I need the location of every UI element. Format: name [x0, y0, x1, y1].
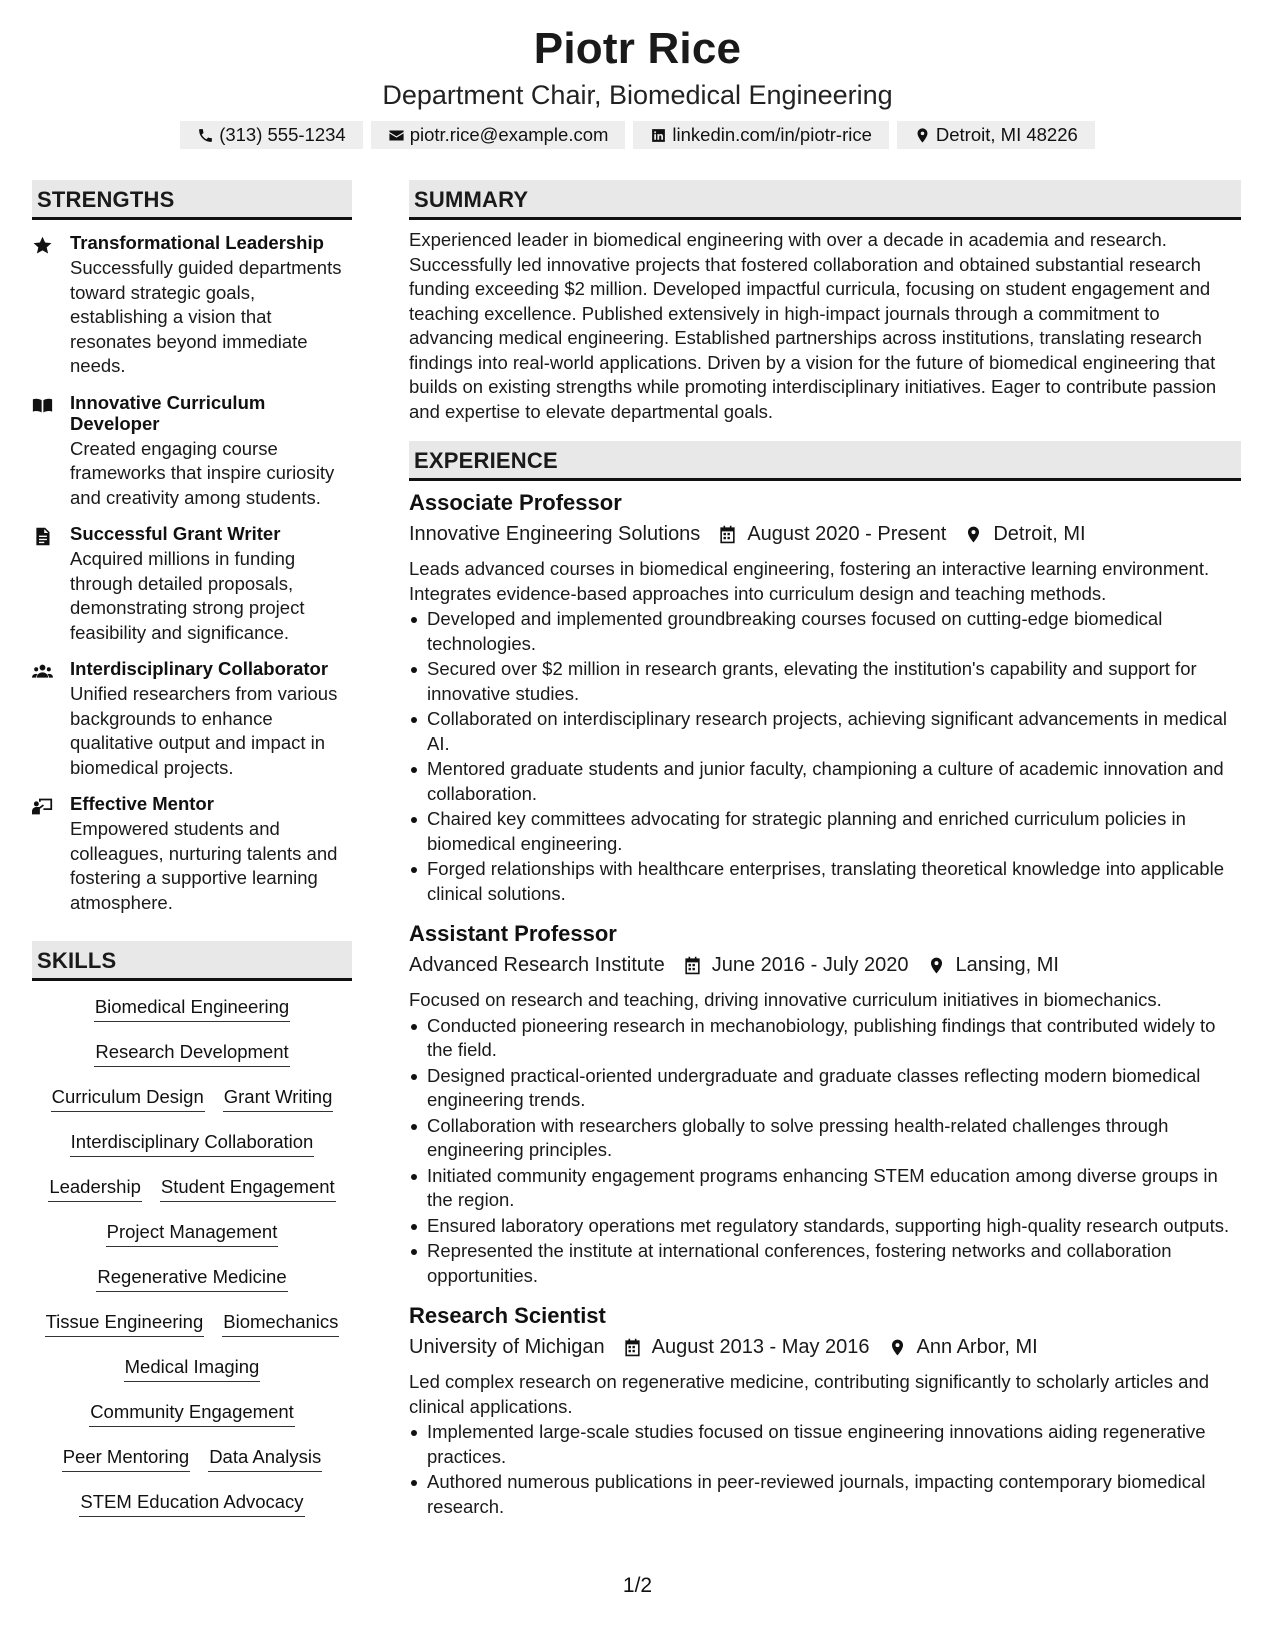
- job-location: Lansing, MI: [955, 954, 1059, 976]
- contact-bar: [0, 121, 1275, 149]
- experience-heading: EXPERIENCE: [409, 441, 1241, 481]
- bullet-item: Mentored graduate students and junior faculty, championing a culture of academic innovation and collaboration.: [409, 757, 1241, 806]
- skill-tag: Biomechanics: [222, 1310, 339, 1337]
- bullet-item: Collaborated on interdisciplinary research projects, achieving significant advancements in medical AI.: [409, 707, 1241, 756]
- contact-phone[interactable]: [180, 121, 363, 149]
- job-meta: [409, 951, 1241, 979]
- skill-tag: Peer Mentoring: [62, 1445, 190, 1472]
- contact-location-text: Detroit, MI 48226: [935, 124, 1078, 145]
- map-pin-icon: [964, 525, 993, 544]
- job-entry: [409, 1302, 1241, 1519]
- skill-row: [70, 1130, 315, 1175]
- contact-phone-text: (313) 555-1234: [219, 124, 346, 145]
- job-dates: August 2013 - May 2016: [651, 1336, 870, 1358]
- bullet-item: Developed and implemented groundbreaking courses focused on cutting-edge biomedical technologies.: [409, 607, 1241, 656]
- strength-title: Innovative Curriculum Developer: [70, 391, 266, 434]
- strength-title: Successful Grant Writer: [70, 523, 281, 544]
- bullet-item: Initiated community engagement programs enhancing STEM education among diverse groups in the region.: [409, 1164, 1241, 1213]
- skill-row: [51, 1085, 334, 1130]
- bullet-item: Forged relationships with healthcare enterprises, translating theoretical knowledge into applicable clinical solutions.: [409, 857, 1241, 906]
- summary-text: Experienced leader in biomedical engineering with over a decade in academia and research. Successfully led innovative projects that fostered collaboration and obtained substantial research funding exceeding $2 million. Developed impactful curricula, focusing on student engagement and teaching excellence. Published extensively in high-impact journals through a commitment to advancing medical engineering. Established partnerships across institutions, translating research findings into real-world applications. Driven by a vision for the future of biomedical engineering that builds on existing strengths while promoting interdisciplinary initiatives. Eager to contribute passion and expertise to elevate departmental goals.: [409, 229, 1217, 422]
- envelope-icon: [388, 127, 405, 144]
- skills-heading: SKILLS: [32, 941, 352, 981]
- strength-title: Transformational Leadership: [70, 232, 324, 253]
- skill-tag: Research Development: [94, 1040, 289, 1067]
- job-description: Focused on research and teaching, driving innovative curriculum initiatives in biomechanics.: [409, 989, 1162, 1010]
- skill-tag: Project Management: [106, 1220, 279, 1247]
- skill-row: [94, 995, 290, 1040]
- job-bullets: [409, 607, 1241, 906]
- linkedin-icon: [650, 127, 667, 144]
- strength-item: [32, 523, 352, 645]
- bullet-item: Chaired key committees advocating for strategic planning and enriched curriculum policies in biomedical engineering.: [409, 807, 1241, 856]
- job-entry: [409, 920, 1241, 1288]
- bullet-item: Implemented large-scale studies focused on tissue engineering innovations aiding regenerative practices.: [409, 1420, 1241, 1469]
- job-title: Associate Professor: [409, 490, 622, 515]
- job-dates: August 2020 - Present: [747, 523, 947, 545]
- job-description: Leads advanced courses in biomedical engineering, fostering an interactive learning environment. Integrates evidence-based approaches into curriculum design and teaching methods.: [409, 558, 1210, 604]
- skill-tag: Community Engagement: [89, 1400, 295, 1427]
- bullet-item: Collaboration with researchers globally to solve pressing health-related challenges through engineering principles.: [409, 1114, 1241, 1163]
- skill-row: [96, 1265, 287, 1310]
- job-entry: [409, 489, 1241, 906]
- skill-row: [124, 1355, 261, 1400]
- strength-description: Successfully guided departments toward strategic goals, establishing a vision that resonates beyond immediate needs.: [70, 257, 342, 376]
- skill-tag: Data Analysis: [208, 1445, 322, 1472]
- bullet-item: Designed practical-oriented undergraduate and graduate classes reflecting modern biomedical engineering trends.: [409, 1064, 1241, 1113]
- contact-linkedin[interactable]: [633, 121, 888, 149]
- contact-email-text: piotr.rice@example.com: [409, 124, 609, 145]
- left-column: [32, 180, 352, 1535]
- job-bullets: [409, 1014, 1241, 1289]
- skill-row: [62, 1445, 323, 1490]
- job-title: Research Scientist: [409, 1303, 606, 1328]
- map-pin-icon: [927, 956, 956, 975]
- bullet-item: Ensured laboratory operations met regulatory standards, supporting high-quality research outputs.: [409, 1214, 1241, 1239]
- job-meta: [409, 1333, 1241, 1361]
- strength-description: Created engaging course frameworks that inspire curiosity and creativity among students.: [70, 437, 335, 508]
- job-description: Led complex research on regenerative medicine, contributing significantly to scholarly articles and clinical applications.: [409, 1371, 1210, 1417]
- job-location: Detroit, MI: [993, 523, 1086, 545]
- job-bullets: [409, 1420, 1241, 1519]
- candidate-title: Department Chair, Biomedical Engineering: [382, 80, 893, 110]
- bullet-item: Secured over $2 million in research grants, elevating the institution's capability and support for innovative studies.: [409, 657, 1241, 706]
- skill-tag: Leadership: [48, 1175, 142, 1202]
- document-icon: [32, 523, 70, 645]
- resume-header: [0, 20, 1275, 149]
- strengths-heading: STRENGTHS: [32, 180, 352, 220]
- skill-row: [94, 1040, 289, 1085]
- skill-row: [79, 1490, 304, 1535]
- teacher-icon: [32, 793, 70, 915]
- strength-item: [32, 658, 352, 780]
- strength-title: Interdisciplinary Collaborator: [70, 658, 329, 679]
- skill-row: [106, 1220, 279, 1265]
- strength-item: [32, 232, 352, 379]
- job-title: Assistant Professor: [409, 921, 617, 946]
- contact-location: [897, 121, 1095, 149]
- phone-icon: [197, 127, 214, 144]
- bullet-item: Conducted pioneering research in mechanobiology, publishing findings that contributed widely to the field.: [409, 1014, 1241, 1063]
- skill-row: [48, 1175, 335, 1220]
- bullet-item: Authored numerous publications in peer-reviewed journals, impacting contemporary biomedical research.: [409, 1470, 1241, 1519]
- skill-tag: Student Engagement: [160, 1175, 336, 1202]
- map-pin-icon: [914, 127, 931, 144]
- job-location: Ann Arbor, MI: [916, 1336, 1038, 1358]
- bullet-item: Represented the institute at international conferences, fostering networks and collaboration opportunities.: [409, 1239, 1241, 1288]
- strengths-list: [32, 232, 352, 915]
- strength-description: Empowered students and colleagues, nurturing talents and fostering a supportive learning atmosphere.: [70, 818, 338, 913]
- strength-item: [32, 793, 352, 915]
- skill-tag: Biomedical Engineering: [94, 995, 290, 1022]
- map-pin-icon: [888, 1338, 917, 1357]
- job-company: Advanced Research Institute: [409, 954, 665, 976]
- calendar-icon: [623, 1338, 652, 1357]
- job-company: Innovative Engineering Solutions: [409, 523, 701, 545]
- skill-tag: Curriculum Design: [51, 1085, 205, 1112]
- page-number: 1/2: [622, 1574, 653, 1597]
- skill-tag: Grant Writing: [223, 1085, 334, 1112]
- strength-title: Effective Mentor: [70, 793, 214, 814]
- skill-tag: Interdisciplinary Collaboration: [70, 1130, 315, 1157]
- skill-row: [45, 1310, 340, 1355]
- skill-tag: Regenerative Medicine: [96, 1265, 287, 1292]
- users-icon: [32, 658, 70, 780]
- job-meta: [409, 520, 1241, 548]
- candidate-name: Piotr Rice: [533, 24, 742, 73]
- contact-email[interactable]: [371, 121, 626, 149]
- summary-heading: SUMMARY: [409, 180, 1241, 220]
- right-column: [409, 180, 1241, 1519]
- calendar-icon: [683, 956, 712, 975]
- book-open-icon: [32, 392, 70, 511]
- skill-tag: Tissue Engineering: [45, 1310, 205, 1337]
- strength-description: Unified researchers from various backgrounds to enhance qualitative output and impact in biomedical projects.: [70, 683, 338, 778]
- strength-item: [32, 392, 352, 511]
- calendar-icon: [718, 525, 747, 544]
- job-dates: June 2016 - July 2020: [711, 954, 909, 976]
- job-company: University of Michigan: [409, 1336, 605, 1358]
- skills-list: [32, 995, 352, 1535]
- skill-tag: Medical Imaging: [124, 1355, 261, 1382]
- skill-row: [89, 1400, 295, 1445]
- star-icon: [32, 232, 70, 379]
- skill-tag: STEM Education Advocacy: [79, 1490, 304, 1517]
- contact-linkedin-text: linkedin.com/in/piotr-rice: [672, 124, 872, 145]
- strength-description: Acquired millions in funding through detailed proposals, demonstrating strong project feasibility and significance.: [70, 548, 305, 643]
